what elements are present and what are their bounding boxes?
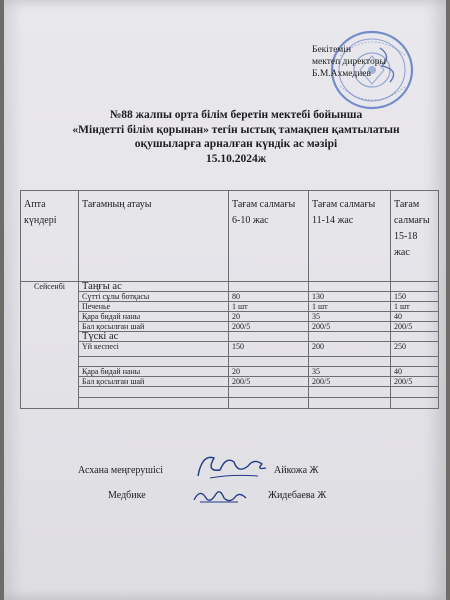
dish-name: Бал қосылған шай (79, 377, 229, 387)
document-title (44, 108, 428, 166)
empty-row (21, 398, 439, 409)
dish-name: Қара бидай наны (79, 312, 229, 322)
menu-table (20, 190, 439, 409)
table-row (21, 292, 439, 302)
approval-block (312, 44, 432, 80)
table-row (21, 377, 439, 387)
table-row (21, 342, 439, 357)
dish-name: Бал қосылған шай (79, 322, 229, 332)
dish-name: Қара бидай наны (79, 367, 229, 377)
nurse-signature (190, 484, 250, 508)
weight-11-14: 130 (309, 292, 391, 302)
title-date: 15.10.2024ж (205, 152, 267, 165)
header-dish: Тағамның атауы (79, 191, 229, 282)
weight-15-18: 40 (391, 312, 439, 322)
weight-6-10: 20 (229, 367, 309, 377)
approval-line1: Бекітемін (312, 45, 352, 55)
weight-15-18: 200/5 (391, 322, 439, 332)
weight-6-10: 200/5 (229, 322, 309, 332)
breakfast-row (21, 282, 439, 292)
weight-15-18: 250 (391, 342, 439, 357)
weight-11-14 (309, 357, 391, 367)
cook-name: Айкожа Ж (274, 465, 319, 476)
weight-6-10 (229, 357, 309, 367)
breakfast-label: Таңғы ас (79, 282, 229, 292)
dish-name: Үй кеспесі (79, 342, 229, 357)
header-age-6-10: Тағам салмағы 6-10 жас (229, 191, 309, 282)
document-page (4, 0, 446, 600)
empty-row (21, 387, 439, 398)
weight-15-18: 200/5 (391, 377, 439, 387)
lunch-row (21, 332, 439, 342)
weight-11-14: 200 (309, 342, 391, 357)
header-age-15-18: Тағам салмағы 15-18 жас (391, 191, 439, 282)
weight-11-14: 200/5 (309, 322, 391, 332)
weight-11-14: 35 (309, 367, 391, 377)
weight-15-18: 1 шт (391, 302, 439, 312)
header-age-11-14: Тағам салмағы 11-14 жас (309, 191, 391, 282)
header-row (21, 191, 439, 282)
weight-11-14: 35 (309, 312, 391, 322)
dish-name (79, 357, 229, 367)
weight-6-10: 20 (229, 312, 309, 322)
weight-6-10: 150 (229, 342, 309, 357)
title-line3: оқушыларға арналған күндік ас мәзірі (134, 138, 338, 150)
weight-11-14: 200/5 (309, 377, 391, 387)
cook-signature (192, 448, 272, 484)
day-cell: Сейсенбі (21, 282, 79, 409)
dish-name: Печенье (79, 302, 229, 312)
weight-6-10: 1 шт (229, 302, 309, 312)
weight-15-18 (391, 357, 439, 367)
table-row (21, 367, 439, 377)
header-day: Апта күндері (21, 191, 79, 282)
table-row (21, 302, 439, 312)
nurse-title: Медбике (108, 490, 146, 501)
weight-11-14: 1 шт (309, 302, 391, 312)
weight-6-10: 200/5 (229, 377, 309, 387)
table-row (21, 322, 439, 332)
approval-line3: Б.М.Ахмедиев (312, 69, 371, 79)
table-row (21, 312, 439, 322)
lunch-label: Түскі ас (79, 332, 229, 342)
title-line2: «Міндетті білім қорынан» тегін ыстық тамақпен қамтылатын (72, 123, 400, 136)
approval-line2: мектеп директоры (312, 57, 386, 67)
cook-title: Асхана меңгерушісі (78, 465, 163, 476)
dish-name: Сүтті сұлы ботқасы (79, 292, 229, 302)
nurse-name: Жидебаева Ж (268, 490, 327, 501)
table-row (21, 357, 439, 367)
weight-15-18: 40 (391, 367, 439, 377)
weight-15-18: 150 (391, 292, 439, 302)
title-line1: №88 жалпы орта білім беретін мектебі бойынша (109, 109, 363, 121)
weight-6-10: 80 (229, 292, 309, 302)
